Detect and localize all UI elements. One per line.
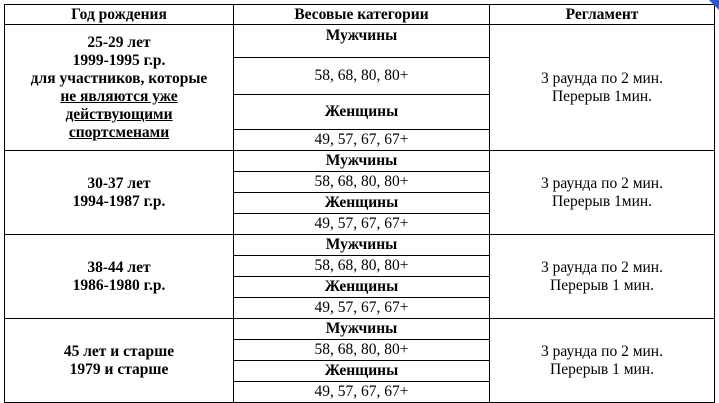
age-range: 30-37 лет [87, 174, 151, 192]
age-range: 45 лет и старше [63, 342, 175, 360]
break-text: Перерыв 1мин. [551, 192, 653, 210]
rounds-text: 3 раунда по 2 мин. [541, 258, 663, 276]
age-note-underlined: не являются уже [60, 87, 178, 105]
men-label: Мужчины [234, 151, 490, 172]
rules-cell-group-2 [490, 151, 715, 235]
rules-cell-group-4 [490, 319, 715, 403]
table-row [5, 235, 715, 256]
women-label: Женщины [234, 361, 490, 382]
age-note-underlined: действующими [65, 105, 173, 123]
age-range: 25-29 лет [87, 33, 151, 51]
age-cell-group-2 [5, 151, 234, 235]
header-birth-year: Год рождения [5, 5, 234, 25]
birth-years: 1986-1980 г.р. [72, 276, 166, 294]
men-weights: 58, 68, 80, 80+ [234, 340, 490, 361]
header-rules: Регламент [490, 5, 715, 25]
rules-cell-group-1 [490, 25, 715, 151]
rounds-text: 3 раунда по 2 мин. [541, 342, 663, 360]
table-header-row [5, 5, 715, 25]
age-range: 38-44 лет [87, 258, 151, 276]
men-weights: 58, 68, 80, 80+ [234, 58, 490, 95]
rounds-text: 3 раунда по 2 мин. [541, 174, 663, 192]
women-weights: 49, 57, 67, 67+ [234, 214, 490, 235]
age-note-underlined: спортсменами [68, 123, 170, 141]
birth-years: 1979 и старше [69, 360, 169, 378]
competition-table [4, 4, 715, 403]
women-label: Женщины [234, 277, 490, 298]
men-label: Мужчины [234, 319, 490, 340]
table-row [5, 319, 715, 340]
header-weight-categories: Весовые категории [234, 5, 490, 25]
women-label: Женщины [234, 95, 490, 130]
birth-years: 1994-1987 г.р. [72, 192, 166, 210]
men-weights: 58, 68, 80, 80+ [234, 172, 490, 193]
birth-years: 1999-1995 г.р. [72, 51, 166, 69]
table-row [5, 151, 715, 172]
women-weights: 49, 57, 67, 67+ [234, 382, 490, 403]
break-text: Перерыв 1 мин. [550, 360, 654, 378]
men-label: Мужчины [234, 25, 490, 58]
age-cell-group-1 [5, 25, 234, 151]
break-text: Перерыв 1мин. [551, 87, 653, 105]
age-cell-group-3 [5, 235, 234, 319]
table-row [5, 25, 715, 58]
women-label: Женщины [234, 193, 490, 214]
rules-cell-group-3 [490, 235, 715, 319]
women-weights: 49, 57, 67, 67+ [234, 298, 490, 319]
corner-triangle-icon [709, 0, 719, 10]
men-weights: 58, 68, 80, 80+ [234, 256, 490, 277]
women-weights: 49, 57, 67, 67+ [234, 130, 490, 151]
rounds-text: 3 раунда по 2 мин. [541, 69, 663, 87]
break-text: Перерыв 1 мин. [550, 276, 654, 294]
men-label: Мужчины [234, 235, 490, 256]
age-note: для участников, которые [30, 69, 208, 87]
age-cell-group-4 [5, 319, 234, 403]
